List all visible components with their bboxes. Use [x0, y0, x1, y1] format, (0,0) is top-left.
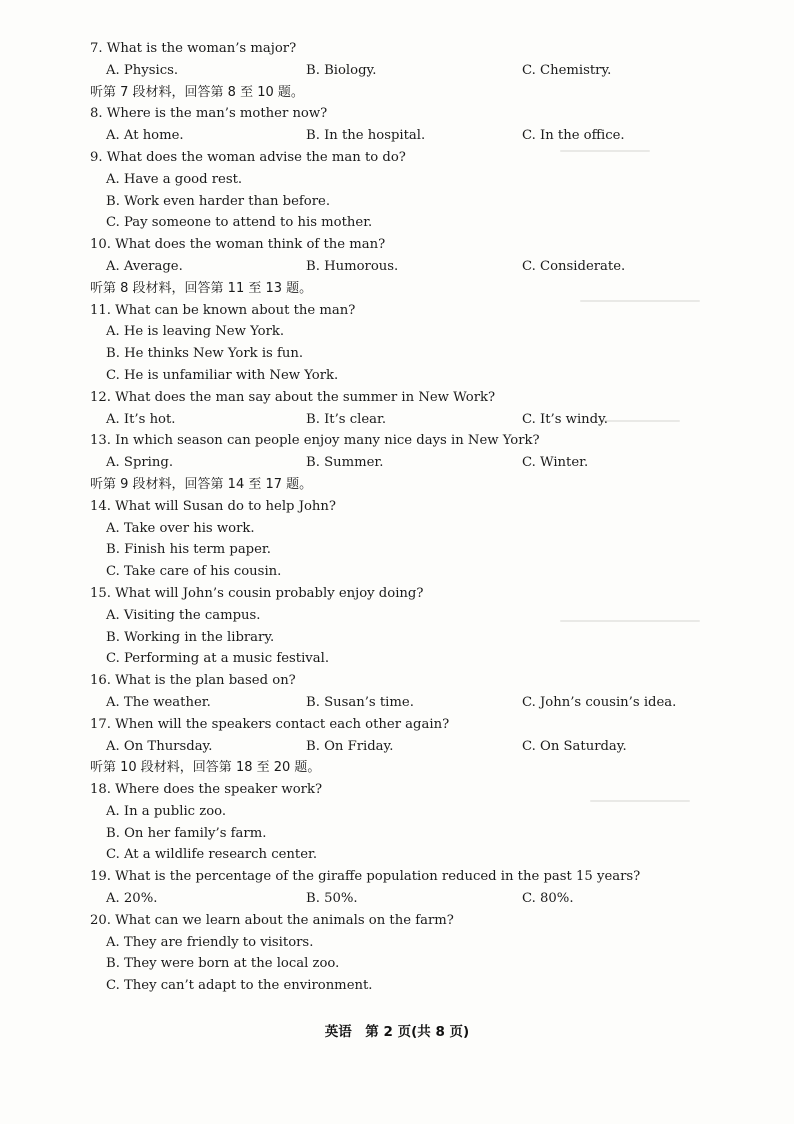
answer-option-a: A. On Thursday.	[106, 738, 213, 754]
answer-option: A. He is leaving New York.	[106, 324, 285, 340]
answer-option-c: C. 80%.	[522, 891, 574, 907]
answer-option-b: B. It’s clear.	[306, 411, 387, 427]
answer-options-row	[90, 736, 710, 758]
answer-option: C. Pay someone to attend to his mother.	[106, 215, 373, 231]
answer-options-row	[90, 409, 710, 431]
answer-options-row	[90, 452, 710, 474]
answer-option: B. They were born at the local zoo.	[106, 956, 340, 972]
answer-option-a: A. Average.	[106, 258, 183, 274]
answer-options-row	[90, 692, 710, 714]
question-stem: 11. What can be known about the man?	[90, 302, 356, 318]
answer-options-row	[90, 60, 710, 82]
answer-option: B. He thinks New York is fun.	[106, 346, 304, 362]
answer-option-c: C. Chemistry.	[522, 62, 612, 78]
answer-option: C. At a wildlife research center.	[106, 847, 318, 863]
answer-option: B. Work even harder than before.	[106, 193, 331, 209]
answer-option-c: C. In the office.	[522, 128, 625, 144]
answer-option-a: A. 20%.	[106, 891, 158, 907]
question-stem: 16. What is the plan based on?	[90, 673, 296, 689]
answer-option: A. Visiting the campus.	[106, 607, 261, 623]
section-instruction: 听第 10 段材料，回答第 18 至 20 题。	[90, 760, 321, 776]
answer-option-c: C. On Saturday.	[522, 738, 627, 754]
question-stem: 19. What is the percentage of the giraffe population reduced in the past 15 years?	[90, 869, 641, 885]
answer-option-b: B. Susan’s time.	[306, 694, 414, 710]
answer-option-a: A. Spring.	[106, 455, 174, 471]
answer-option: C. He is unfamiliar with New York.	[106, 367, 339, 383]
answer-option: A. In a public zoo.	[106, 803, 227, 819]
answer-option-a: A. It’s hot.	[106, 411, 176, 427]
answer-option-a: A. At home.	[106, 128, 184, 144]
answer-option: B. On her family’s farm.	[106, 825, 267, 841]
answer-options-row	[90, 125, 710, 147]
question-stem: 18. Where does the speaker work?	[90, 782, 323, 798]
question-stem: 14. What will Susan do to help John?	[90, 498, 336, 514]
page-footer: 英语 第 2 页(共 8 页)	[324, 1024, 470, 1040]
question-stem: 8. Where is the man’s mother now?	[90, 106, 328, 122]
question-stem: 17. When will the speakers contact each other again?	[90, 716, 450, 732]
answer-option-b: B. On Friday.	[306, 738, 394, 754]
answer-option-b: B. Summer.	[306, 455, 384, 471]
answer-option-b: B. 50%.	[306, 891, 358, 907]
section-instruction: 听第 8 段材料，回答第 11 至 13 题。	[90, 280, 313, 296]
answer-option: A. Have a good rest.	[106, 171, 243, 187]
question-stem: 13. In which season can people enjoy many nice days in New York?	[90, 433, 540, 449]
question-list	[90, 38, 710, 997]
question-stem: 15. What will John’s cousin probably enjoy doing?	[90, 585, 424, 601]
question-stem: 10. What does the woman think of the man?	[90, 237, 386, 253]
section-instruction: 听第 7 段材料，回答第 8 至 10 题。	[90, 84, 304, 100]
answer-option-c: C. Winter.	[522, 455, 589, 471]
answer-option-c: C. It’s windy.	[522, 411, 608, 427]
answer-option-c: C. John’s cousin’s idea.	[522, 694, 677, 710]
answer-option-a: A. Physics.	[106, 62, 179, 78]
answer-options-row	[90, 888, 710, 910]
question-stem: 7. What is the woman’s major?	[90, 41, 297, 56]
answer-options-row	[90, 256, 710, 278]
answer-option-b: B. Humorous.	[306, 258, 399, 274]
answer-option: A. Take over his work.	[106, 520, 255, 536]
section-instruction: 听第 9 段材料，回答第 14 至 17 题。	[90, 476, 313, 492]
answer-option-a: A. The weather.	[106, 694, 211, 710]
answer-option-b: B. In the hospital.	[306, 128, 426, 144]
answer-option: C. They can’t adapt to the environment.	[106, 978, 373, 994]
answer-option: B. Working in the library.	[106, 629, 275, 645]
answer-option: C. Performing at a music festival.	[106, 651, 330, 667]
question-stem: 12. What does the man say about the summer in New Work?	[90, 389, 496, 405]
question-stem: 20. What can we learn about the animals on the farm?	[90, 912, 454, 928]
answer-option-b: B. Biology.	[306, 62, 377, 78]
answer-option-c: C. Considerate.	[522, 258, 626, 274]
answer-option: B. Finish his term paper.	[106, 542, 271, 558]
question-stem: 9. What does the woman advise the man to do?	[90, 149, 406, 165]
answer-option: C. Take care of his cousin.	[106, 564, 282, 580]
answer-option: A. They are friendly to visitors.	[106, 934, 314, 950]
